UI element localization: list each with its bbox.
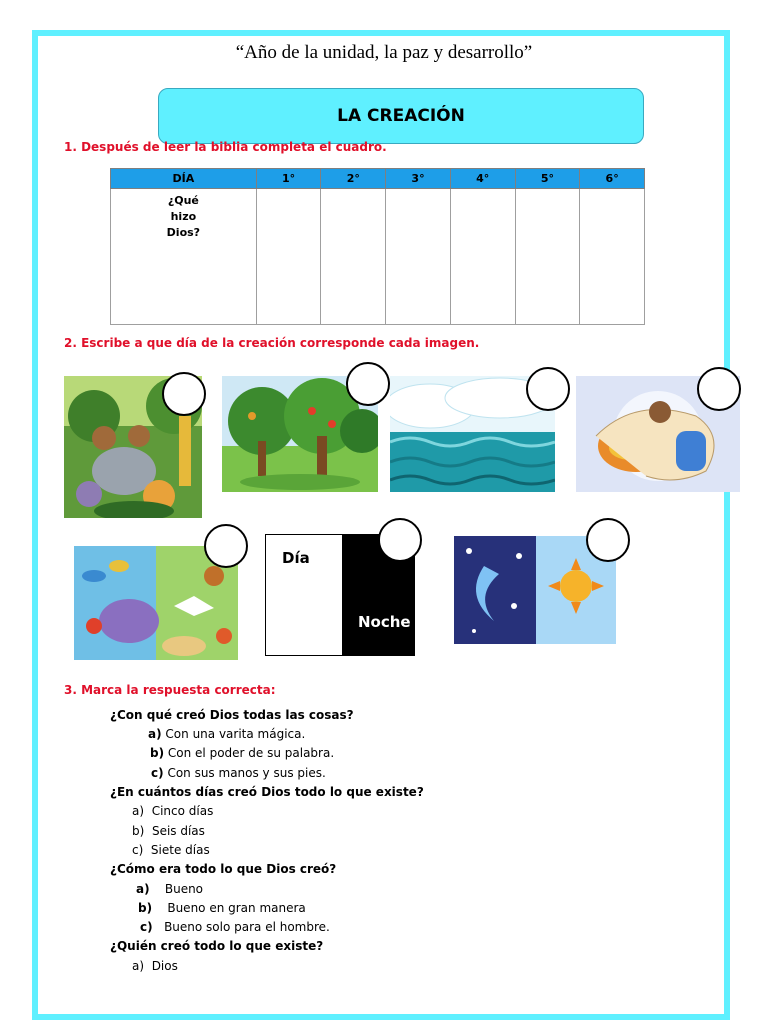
- column-header: 5°: [515, 169, 580, 189]
- answer-circle[interactable]: [526, 367, 570, 411]
- answer-circle[interactable]: [378, 518, 422, 562]
- option-letter: b): [132, 824, 145, 838]
- option-text: Con una varita mágica.: [165, 727, 306, 741]
- option-letter: c): [140, 920, 153, 934]
- answer-cell-day-4[interactable]: [450, 189, 515, 325]
- option-3c[interactable]: [140, 920, 330, 934]
- row-label-cell: [111, 189, 257, 325]
- page-title: LA CREACIÓN: [337, 106, 465, 126]
- row-label-line: ¿Qué: [167, 194, 199, 207]
- row-label-line: hizo: [170, 210, 197, 223]
- option-2a[interactable]: [132, 804, 213, 818]
- option-letter: b): [150, 746, 165, 760]
- creation-days-table: [110, 168, 645, 325]
- option-text: Bueno: [164, 882, 204, 896]
- column-header: 2°: [321, 169, 386, 189]
- option-3a[interactable]: [136, 882, 203, 896]
- option-letter: c): [151, 766, 164, 780]
- option-text: Dios: [151, 959, 178, 973]
- question-2: ¿En cuántos días creó Dios todo lo que existe?: [110, 785, 424, 799]
- answer-cell-day-3[interactable]: [386, 189, 451, 325]
- day-panel: [266, 535, 342, 655]
- option-letter: a): [132, 959, 145, 973]
- answer-circle[interactable]: [697, 367, 741, 411]
- answer-cell-day-2[interactable]: [321, 189, 386, 325]
- title-banner: [158, 88, 644, 144]
- option-text: Bueno en gran manera: [167, 901, 306, 915]
- option-text: Con sus manos y sus pies.: [167, 766, 326, 780]
- option-letter: c): [132, 843, 144, 857]
- column-header: 4°: [450, 169, 515, 189]
- option-2c[interactable]: [132, 843, 210, 857]
- answer-circle[interactable]: [204, 524, 248, 568]
- option-4a[interactable]: [132, 959, 178, 973]
- table-header-row: [111, 169, 645, 189]
- day-label: Día: [282, 549, 310, 567]
- option-text: Cinco días: [151, 804, 214, 818]
- answer-circle[interactable]: [586, 518, 630, 562]
- section-1-title: 1. Después de leer la biblia completa el cuadro.: [64, 140, 387, 154]
- answer-circle[interactable]: [346, 362, 390, 406]
- option-1b[interactable]: [150, 746, 334, 760]
- option-letter: a): [132, 804, 145, 818]
- column-header: 6°: [580, 169, 645, 189]
- motto-heading: “Año de la unidad, la paz y desarrollo”: [235, 42, 533, 63]
- section-2-title: 2. Escribe a que día de la creación corresponde cada imagen.: [64, 336, 480, 350]
- option-letter: a): [148, 727, 162, 741]
- option-text: Siete días: [150, 843, 210, 857]
- option-3b[interactable]: [138, 901, 306, 915]
- question-1: ¿Con qué creó Dios todas las cosas?: [110, 708, 354, 722]
- answer-cell-day-5[interactable]: [515, 189, 580, 325]
- option-text: Con el poder de su palabra.: [167, 746, 335, 760]
- answer-cell-day-1[interactable]: [256, 189, 321, 325]
- column-header: 1°: [256, 169, 321, 189]
- option-text: Bueno solo para el hombre.: [164, 920, 330, 934]
- row-label-line: Dios?: [166, 226, 201, 239]
- option-letter: a): [136, 882, 150, 896]
- table-row: [111, 189, 645, 325]
- question-4: ¿Quién creó todo lo que existe?: [110, 939, 324, 953]
- section-3-title: 3. Marca la respuesta correcta:: [64, 683, 276, 697]
- column-header: DÍA: [111, 169, 257, 189]
- answer-cell-day-6[interactable]: [580, 189, 645, 325]
- column-header: 3°: [386, 169, 451, 189]
- option-text: Seis días: [151, 824, 205, 838]
- option-1a[interactable]: [148, 727, 305, 741]
- question-3: ¿Cómo era todo lo que Dios creó?: [110, 862, 337, 876]
- option-letter: b): [138, 901, 153, 915]
- night-label: Noche: [358, 613, 411, 631]
- option-2b[interactable]: [132, 824, 205, 838]
- option-1c[interactable]: [151, 766, 326, 780]
- answer-circle[interactable]: [162, 372, 206, 416]
